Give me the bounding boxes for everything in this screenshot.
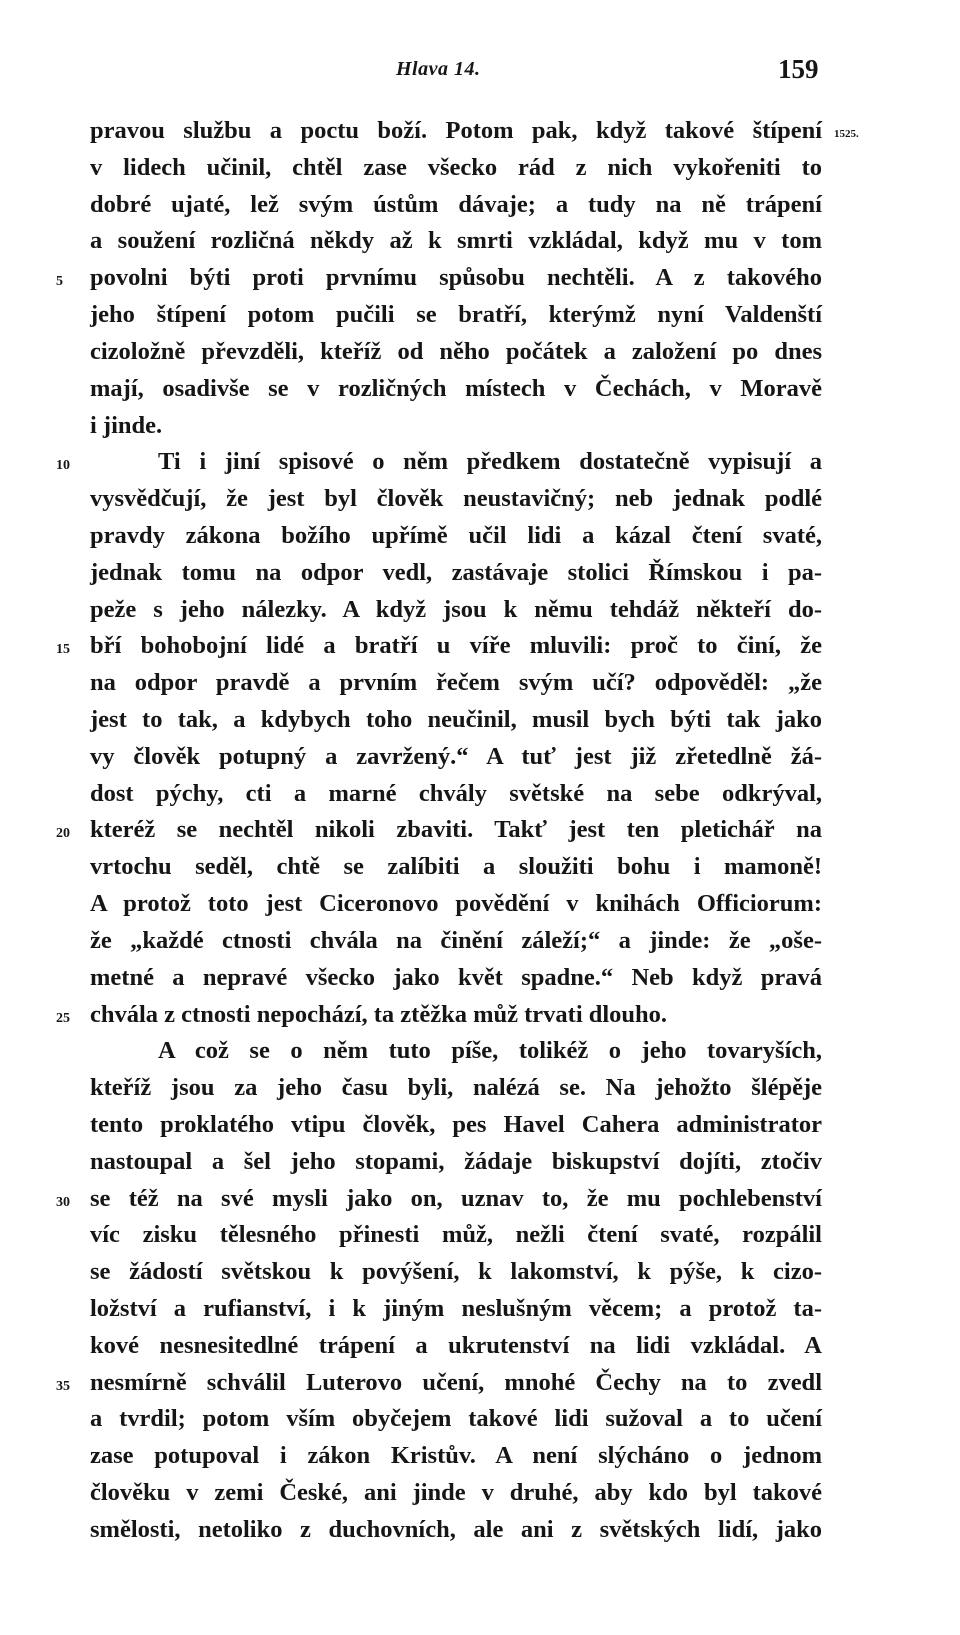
text-line (90, 776, 822, 813)
text-line (90, 886, 822, 923)
line-text: A což se o něm tuto píše, tolikéž o jeho tovaryších, (158, 1037, 822, 1065)
text-line (90, 481, 822, 518)
line-text: tento proklatého vtipu člověk, pes Havel Cahera administrator (90, 1110, 822, 1138)
text-line (90, 1254, 822, 1291)
text-line (90, 923, 822, 960)
text-line (90, 555, 822, 592)
line-number: 20 (56, 826, 70, 842)
text-line (90, 1291, 822, 1328)
text-line (90, 408, 822, 445)
text-line (56, 444, 822, 481)
line-text: vrtochu seděl, chtě se zalíbiti a sloužiti bohu i mamoně! (90, 853, 822, 881)
line-number: 15 (56, 642, 70, 658)
text-line (56, 1365, 822, 1402)
line-text: ložství a rufianství, i k jiným neslušným věcem; a protož ta- (90, 1295, 822, 1322)
text-line (90, 592, 822, 629)
text-line (56, 260, 822, 297)
line-text: jeho štípení potom pučili se bratří, kterýmž nyní Valdenští (90, 301, 822, 329)
text-line (90, 1328, 822, 1365)
line-text: chvála z ctnosti nepochází, ta ztěžka můž trvati dlouho. (90, 1000, 668, 1028)
line-text: kteréž se nechtěl nikoli zbaviti. Takť jest ten pletichář na (90, 816, 822, 844)
line-text: víc zisku tělesného přinesti můž, nežli čtení svaté, rozpálil (90, 1221, 822, 1249)
text-line (90, 334, 822, 371)
text-line (90, 297, 822, 334)
text-line (90, 518, 822, 555)
line-text: A protož toto jest Ciceronovo povědění v knihách Officiorum: (90, 890, 822, 918)
line-text: dost pýchy, cti a marné chvály světské na sebe odkrýval, (90, 779, 822, 807)
line-text: povolni býti proti prvnímu spůsobu nechtěli. A z takového (90, 264, 822, 292)
line-text: Ti i jiní spisové o něm předkem dostatečně vypisují a (158, 448, 822, 476)
running-title: Hlava 14. (396, 58, 481, 80)
text-line (90, 739, 822, 776)
page-number: 159 (778, 54, 819, 84)
text-line (90, 1070, 822, 1107)
line-number: 25 (56, 1010, 70, 1026)
text-line (90, 1475, 822, 1512)
line-text: se též na své mysli jako on, uznav to, že mu pochlebenství (90, 1184, 822, 1212)
line-text: jest to tak, a kdybych toho neučinil, musil bych býti tak jako (90, 706, 822, 733)
line-text: a tvrdil; potom vším obyčejem takové lidi sužoval a to učení (90, 1405, 822, 1433)
line-text: kové nesnesitedlné trápení a ukrutenství na lidi vzkládal. A (90, 1331, 822, 1359)
margin-note-year: 1525. (834, 128, 859, 140)
line-text: člověku v zemi České, ani jinde v druhé, aby kdo byl takové (90, 1479, 822, 1507)
line-text: peže s jeho nálezky. A když jsou k němu tehdáž někteří do- (90, 595, 822, 623)
line-number: 35 (56, 1378, 70, 1394)
line-number: 30 (56, 1194, 70, 1210)
text-line (90, 960, 822, 997)
line-text: mají, osadivše se v rozličných místech v Čechách, v Moravě (90, 374, 822, 402)
text-line (90, 1438, 822, 1475)
line-text: dobré ujaté, lež svým ústům dávaje; a tudy na ně trápení (90, 190, 822, 218)
line-text: i jinde. (90, 411, 163, 439)
text-line (90, 1033, 822, 1070)
line-text: cizoložně převzděli, kteříž od něho počátek a založení po dnes (90, 337, 822, 365)
text-line (90, 1144, 822, 1181)
line-text: zase potupoval i zákon Kristův. A není slýcháno o jednom (90, 1442, 822, 1470)
line-text: v lidech učinil, chtěl zase všecko rád z nich vykořeniti to (90, 153, 822, 181)
text-line (90, 150, 822, 187)
running-head (0, 54, 960, 88)
line-text: smělosti, netoliko z duchovních, ale ani z světských lidí, jako (90, 1515, 822, 1543)
line-text: nesmírně schválil Luterovo učení, mnohé Čechy na to zvedl (90, 1368, 822, 1396)
line-text: metné a nepravé všecko jako květ spadne.“ Neb když pravá (90, 963, 822, 991)
line-text: kteříž jsou za jeho času byli, nalézá se. Na jehožto šlépěje (90, 1074, 822, 1102)
text-line (90, 223, 822, 260)
line-text: pravdy zákona božího upřímě učil lidi a kázal čtení svaté, (90, 521, 822, 549)
line-text: a soužení rozličná někdy až k smrti vzkládal, když mu v tom (90, 227, 822, 255)
line-text: jednak tomu na odpor vedl, zastávaje stolici Římskou i pa- (90, 558, 822, 586)
text-line (90, 665, 822, 702)
body-text (56, 113, 822, 1549)
line-text: vysvědčují, že jest byl člověk neustavičný; neb jednak podlé (90, 485, 822, 513)
line-text: že „každé ctnosti chvála na činění záleží;“ a jinde: že „oše- (90, 926, 822, 954)
line-number: 5 (56, 274, 63, 290)
text-line (56, 628, 822, 665)
text-line (90, 1107, 822, 1144)
text-line (56, 1181, 822, 1218)
line-text: vy člověk potupný a zavržený.“ A tuť jest již zřetedlně žá- (90, 742, 822, 770)
text-line (90, 1217, 822, 1254)
text-line (90, 849, 822, 886)
line-text: nastoupal a šel jeho stopami, žádaje biskupství dojíti, ztočiv (90, 1147, 822, 1175)
text-line (90, 1401, 822, 1438)
line-text: na odpor pravdě a prvním řečem svým učí? odpověděl: „že (90, 669, 822, 697)
line-text: pravou službu a poctu boží. Potom pak, když takové štípení (90, 117, 822, 144)
text-line (90, 371, 822, 408)
text-line (56, 997, 822, 1034)
line-text: bří bohobojní lidé a bratří u víře mluvili: proč to činí, že (90, 632, 822, 660)
text-line (90, 1512, 822, 1549)
text-line (90, 113, 822, 150)
text-line (90, 702, 822, 739)
text-line (56, 812, 822, 849)
line-number: 10 (56, 458, 70, 474)
text-line (90, 187, 822, 224)
line-text: se žádostí světskou k povýšení, k lakomství, k pýše, k cizo- (90, 1258, 822, 1286)
